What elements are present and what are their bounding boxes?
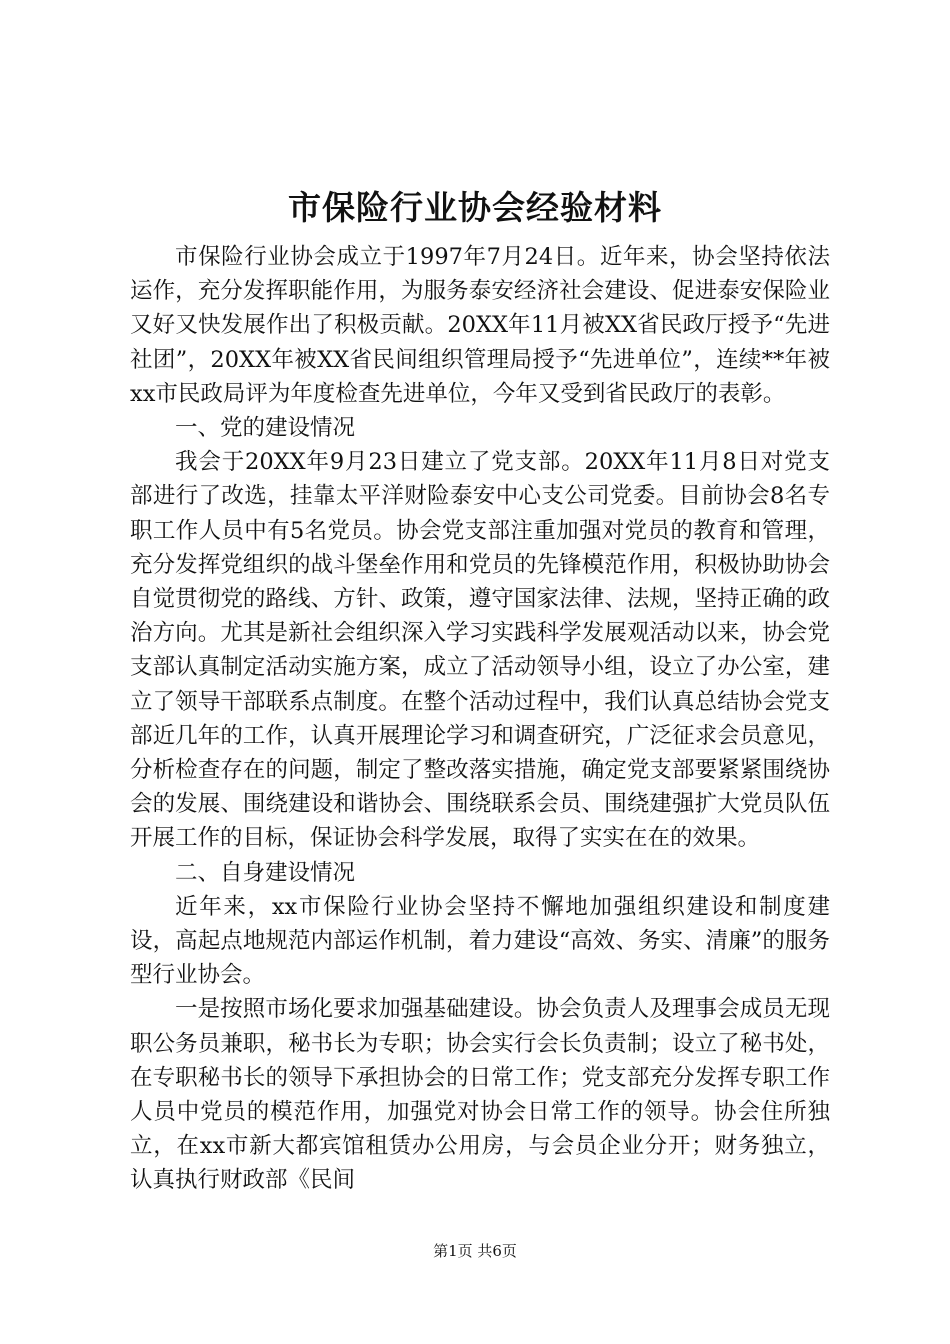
page-number-footer: 第1页 共6页	[433, 1242, 517, 1260]
document-body	[130, 240, 830, 1198]
paragraph-self-building-intro: 近年来，xx市保险行业协会坚持不懈地加强组织建设和制度建设，高起点地规范内部运作机制，着力建设“高效、务实、清廉”的服务型行业协会。	[130, 893, 830, 989]
section-heading-self-building: 二、自身建设情况	[175, 859, 356, 886]
paragraph-party-building: 我会于20XX年9月23日建立了党支部。20XX年11月8日对党支部进行了改选，挂靠太平洋财险泰安中心支公司党委。目前协会8名专职工作人员中有5名党员。协会党支部注重加强对党员的教育和管理，充分发挥党组织的战斗堡垒作用和党员的先锋模范作用，积极协助协会自觉贯彻党的路线、方针、政策，遵守国家法律、法规，坚持正确的政治方向。尤其是新社会组织深入学习实践科学发展观活动以来，协会党支部认真制定活动实施方案，成立了活动领导小组，设立了办公室，建立了领导干部联系点制度。在整个活动过程中，我们认真总结协会党支部近几年的工作，认真开展理论学习和调查研究，广泛征求会员意见，分析检查存在的问题，制定了整改落实措施，确定党支部要紧紧围绕协会的发展、围绕建设和谐协会、围绕联系会员、围绕建强扩大党员队伍开展工作的目标，保证协会科学发展，取得了实实在在的效果。	[130, 449, 830, 852]
document-title: 市保险行业协会经验材料	[288, 188, 662, 227]
section-heading-party-building: 一、党的建设情况	[175, 415, 356, 442]
paragraph-infrastructure: 一是按照市场化要求加强基础建设。协会负责人及理事会成员无现职公务员兼职，秘书长为专职；协会实行会长负责制；设立了秘书处，在专职秘书长的领导下承担协会的日常工作；党支部充分发挥专职工作人员中党员的模范作用，加强党对协会日常工作的领导。协会住所独立，在xx市新大都宾馆租赁办公用房，与会员企业分开；财务独立，认真执行财政部《民间	[130, 996, 830, 1194]
paragraph-intro: 市保险行业协会成立于1997年7月24日。近年来，协会坚持依法运作，充分发挥职能作用，为服务泰安经济社会建设、促进泰安保险业又好又快发展作出了积极贡献。20XX年11月被XX省民政厅授予“先进社团”，20XX年被XX省民间组织管理局授予“先进单位”，连续**年被xx市民政局评为年度检查先进单位，今年又受到省民政厅的表彰。	[130, 244, 830, 407]
